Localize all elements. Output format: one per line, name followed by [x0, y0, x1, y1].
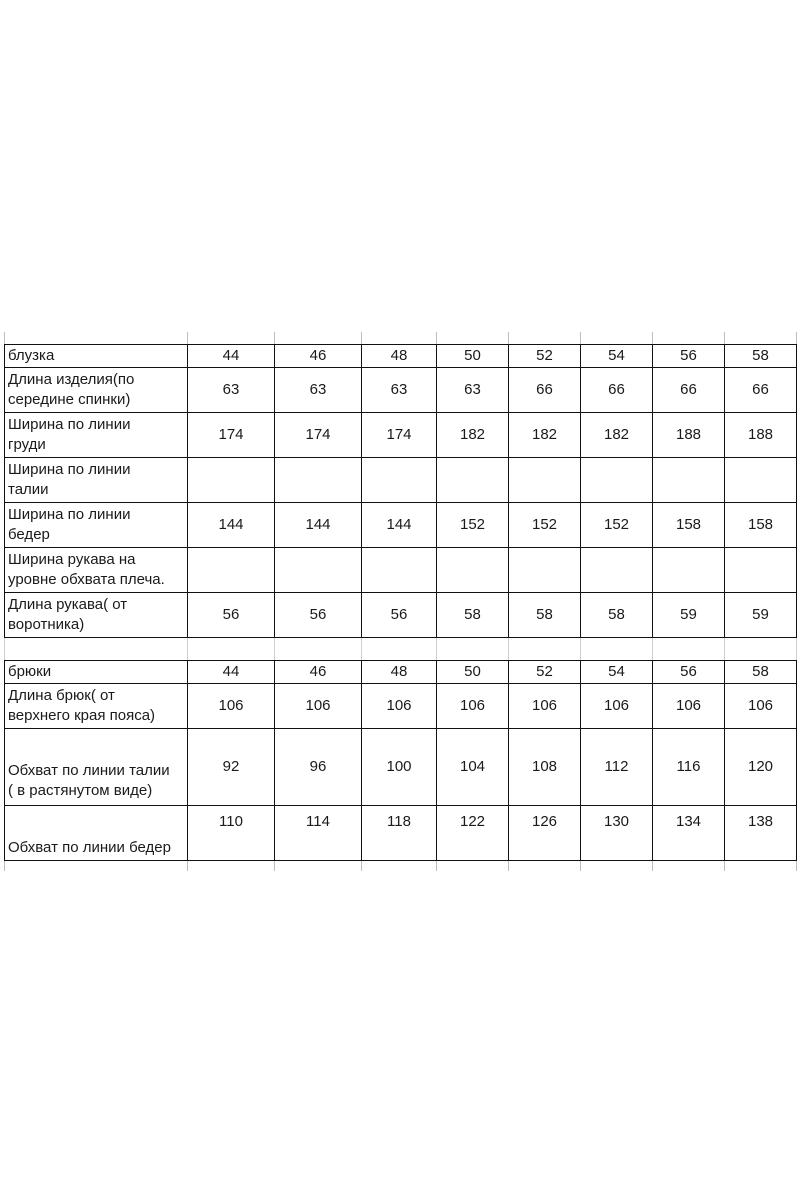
- cell-value: 144: [188, 503, 275, 548]
- cell-value: [653, 548, 725, 593]
- cell-value: 63: [275, 368, 362, 413]
- cell-value: 106: [437, 684, 509, 729]
- cell-value: [437, 458, 509, 503]
- cell-value: 106: [653, 684, 725, 729]
- cell-value: 152: [437, 503, 509, 548]
- size-54: 54: [581, 345, 653, 368]
- size-44: 44: [188, 345, 275, 368]
- cell-value: 92: [188, 729, 275, 806]
- size-48: 48: [362, 345, 437, 368]
- cell-value: 63: [188, 368, 275, 413]
- table-row: [5, 593, 797, 638]
- cell-value: 158: [725, 503, 797, 548]
- size-50: 50: [437, 345, 509, 368]
- cell-value: 116: [653, 729, 725, 806]
- cell-value: [437, 548, 509, 593]
- cell-value: 104: [437, 729, 509, 806]
- row-label: Обхват по линии талии ( в растянутом виде): [5, 729, 188, 806]
- cell-value: 144: [275, 503, 362, 548]
- cell-value: 174: [362, 413, 437, 458]
- size-chart-sheet: [4, 332, 796, 871]
- grid-spacer-top: [5, 332, 797, 345]
- cell-value: 58: [509, 593, 581, 638]
- cell-value: 58: [437, 593, 509, 638]
- cell-value: [725, 548, 797, 593]
- size-58: 58: [725, 345, 797, 368]
- cell-value: 134: [653, 806, 725, 861]
- size-46: 46: [275, 345, 362, 368]
- cell-value: 58: [581, 593, 653, 638]
- size-52: 52: [509, 345, 581, 368]
- table-row: [5, 684, 797, 729]
- row-label: Длина брюк( от верхнего края пояса): [5, 684, 188, 729]
- cell-value: 106: [725, 684, 797, 729]
- cell-value: 66: [653, 368, 725, 413]
- row-label: Обхват по линии бедер: [5, 806, 188, 861]
- cell-value: 56: [188, 593, 275, 638]
- cell-value: 106: [581, 684, 653, 729]
- cell-value: 152: [581, 503, 653, 548]
- cell-value: 112: [581, 729, 653, 806]
- row-label: Ширина по линии груди: [5, 413, 188, 458]
- cell-value: [188, 548, 275, 593]
- table-row: [5, 413, 797, 458]
- cell-value: [581, 458, 653, 503]
- size-44: 44: [188, 661, 275, 684]
- table-row: [5, 729, 797, 806]
- cell-value: 106: [362, 684, 437, 729]
- size-52: 52: [509, 661, 581, 684]
- cell-value: 63: [362, 368, 437, 413]
- row-label: Ширина по линии бедер: [5, 503, 188, 548]
- cell-value: 122: [437, 806, 509, 861]
- cell-value: 174: [275, 413, 362, 458]
- row-label: Длина рукава( от воротника): [5, 593, 188, 638]
- cell-value: 56: [275, 593, 362, 638]
- table-row: [5, 368, 797, 413]
- cell-value: 188: [725, 413, 797, 458]
- size-50: 50: [437, 661, 509, 684]
- table-row: [5, 458, 797, 503]
- cell-value: 100: [362, 729, 437, 806]
- cell-value: 66: [581, 368, 653, 413]
- size-56: 56: [653, 345, 725, 368]
- size-54: 54: [581, 661, 653, 684]
- row-label: Ширина рукава на уровне обхвата плеча.: [5, 548, 188, 593]
- cell-value: 106: [509, 684, 581, 729]
- cell-value: 144: [362, 503, 437, 548]
- cell-value: [362, 458, 437, 503]
- cell-value: 96: [275, 729, 362, 806]
- cell-value: 158: [653, 503, 725, 548]
- cell-value: [275, 548, 362, 593]
- cell-value: [653, 458, 725, 503]
- cell-value: 138: [725, 806, 797, 861]
- size-56: 56: [653, 661, 725, 684]
- cell-value: 174: [188, 413, 275, 458]
- cell-value: 59: [725, 593, 797, 638]
- cell-value: [362, 548, 437, 593]
- cell-value: 108: [509, 729, 581, 806]
- trousers-header-row: [5, 661, 797, 684]
- cell-value: [509, 548, 581, 593]
- size-table: [4, 332, 797, 871]
- blouse-header-row: [5, 345, 797, 368]
- cell-value: [188, 458, 275, 503]
- cell-value: 182: [509, 413, 581, 458]
- cell-value: [581, 548, 653, 593]
- cell-value: 120: [725, 729, 797, 806]
- cell-value: 66: [725, 368, 797, 413]
- cell-value: 182: [437, 413, 509, 458]
- cell-value: 59: [653, 593, 725, 638]
- size-46: 46: [275, 661, 362, 684]
- row-label: Длина изделия(по середине спинки): [5, 368, 188, 413]
- cell-value: 63: [437, 368, 509, 413]
- cell-value: 114: [275, 806, 362, 861]
- blouse-title: блузка: [5, 345, 188, 368]
- grid-spacer-bottom: [5, 861, 797, 872]
- cell-value: 188: [653, 413, 725, 458]
- table-row: [5, 548, 797, 593]
- cell-value: 130: [581, 806, 653, 861]
- cell-value: 118: [362, 806, 437, 861]
- cell-value: 66: [509, 368, 581, 413]
- table-row: [5, 806, 797, 861]
- cell-value: 182: [581, 413, 653, 458]
- cell-value: 106: [188, 684, 275, 729]
- size-48: 48: [362, 661, 437, 684]
- row-label: Ширина по линии талии: [5, 458, 188, 503]
- cell-value: 126: [509, 806, 581, 861]
- cell-value: 56: [362, 593, 437, 638]
- cell-value: 152: [509, 503, 581, 548]
- size-58: 58: [725, 661, 797, 684]
- cell-value: [509, 458, 581, 503]
- table-row: [5, 503, 797, 548]
- trousers-title: брюки: [5, 661, 188, 684]
- cell-value: [275, 458, 362, 503]
- cell-value: [725, 458, 797, 503]
- cell-value: 106: [275, 684, 362, 729]
- cell-value: 110: [188, 806, 275, 861]
- section-gap-row: [5, 638, 797, 661]
